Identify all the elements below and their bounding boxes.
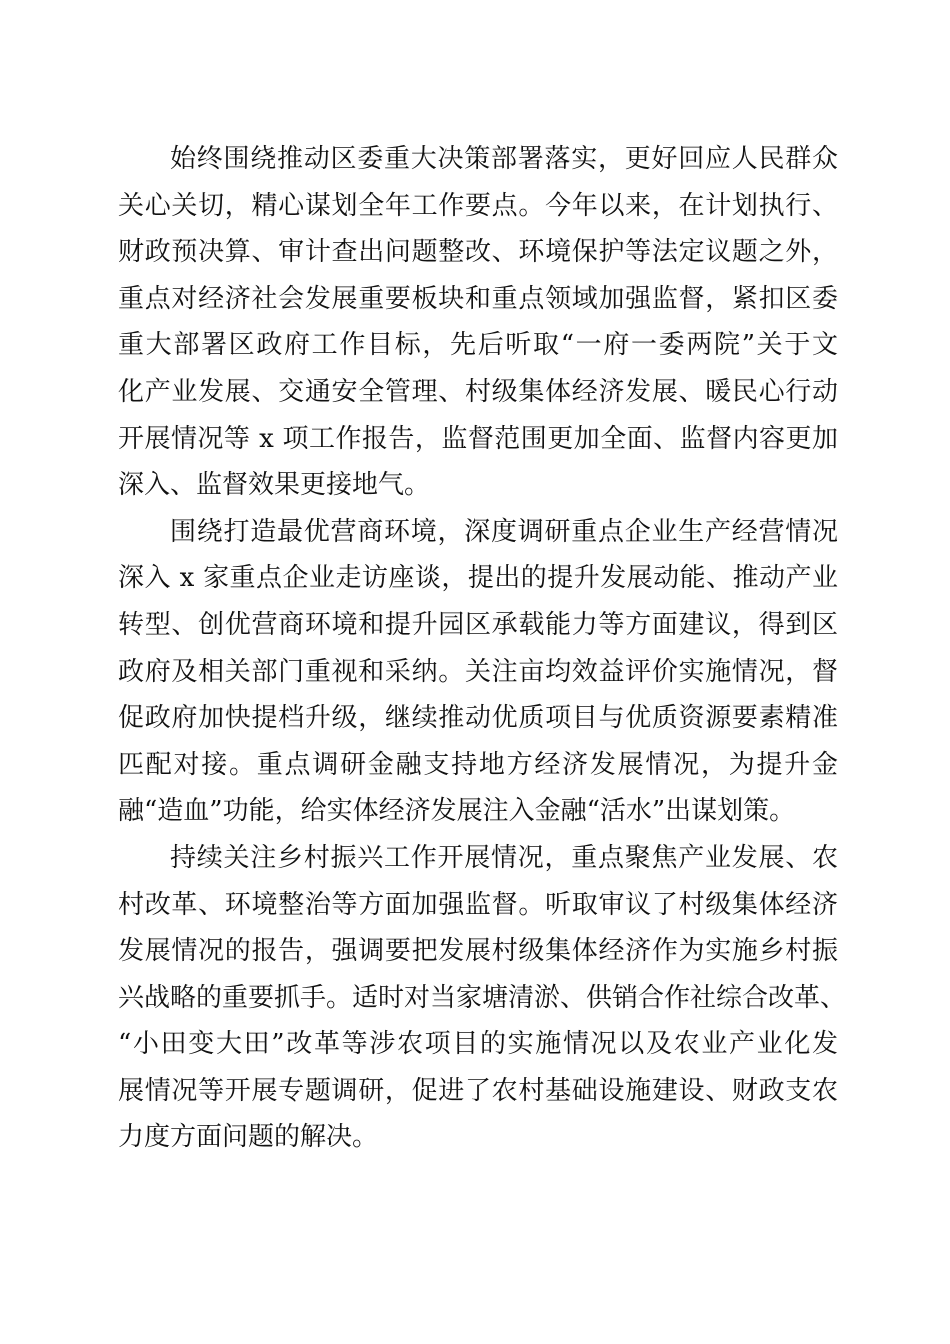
paragraph-line: 深入、监督效果更接地气。 (118, 470, 431, 501)
paragraph-line: 融“造血”功能，给实体经济发展注入金融“活水”出谋划策。 (118, 796, 796, 827)
document-body (118, 136, 847, 1161)
paragraph-line: 重点对经济社会发展重要板块和重点领域加强监督，紧扣区委 (118, 283, 838, 314)
paragraph-2 (118, 509, 838, 835)
paragraph-line: 关心关切，精心谋划全年工作要点。今年以来，在计划执行、 (118, 190, 838, 221)
paragraph-line: 村改革、环境整治等方面加强监督。听取审议了村级集体经济 (118, 889, 838, 920)
paragraph-line: 持续关注乡村振兴工作开展情况，重点聚焦产业发展、农 (170, 842, 838, 873)
paragraph-line: 力度方面问题的解决。 (118, 1122, 379, 1153)
paragraph-line: 开展情况等 x 项工作报告，监督范围更加全面、监督内容更加 (118, 423, 838, 454)
paragraph-line: 重大部署区政府工作目标，先后听取“一府一委两院”关于文 (118, 330, 838, 361)
paragraph-line: 围绕打造最优营商环境，深度调研重点企业生产经营情况 (170, 516, 838, 547)
paragraph-line: 展情况等开展专题调研，促进了农村基础设施建设、财政支农 (118, 1075, 838, 1106)
paragraph-line: 发展情况的报告，强调要把发展村级集体经济作为实施乡村振 (118, 936, 838, 967)
paragraph-line: 财政预决算、审计查出问题整改、环境保护等法定议题之外， (118, 237, 838, 268)
paragraph-line: 政府及相关部门重视和采纳。关注亩均效益评价实施情况，督 (118, 656, 838, 687)
paragraph-line: “小田变大田”改革等涉农项目的实施情况以及农业产业化发 (118, 1029, 838, 1060)
paragraph-line: 化产业发展、交通安全管理、村级集体经济发展、暖民心行动 (118, 376, 838, 407)
paragraph-line: 深入 x 家重点企业走访座谈，提出的提升发展动能、推动产业 (118, 563, 838, 594)
paragraph-line: 促政府加快提档升级，继续推动优质项目与优质资源要素精准 (118, 703, 838, 734)
paragraph-line: 匹配对接。重点调研金融支持地方经济发展情况，为提升金 (118, 749, 838, 780)
paragraph-line: 转型、创优营商环境和提升园区承载能力等方面建议，得到区 (118, 609, 838, 640)
paragraph-line: 兴战略的重要抓手。适时对当家塘清淤、供销合作社综合改革、 (118, 982, 847, 1013)
paragraph-line: 始终围绕推动区委重大决策部署落实，更好回应人民群众 (170, 144, 838, 174)
paragraph-1 (118, 136, 838, 509)
paragraph-3 (118, 835, 847, 1161)
